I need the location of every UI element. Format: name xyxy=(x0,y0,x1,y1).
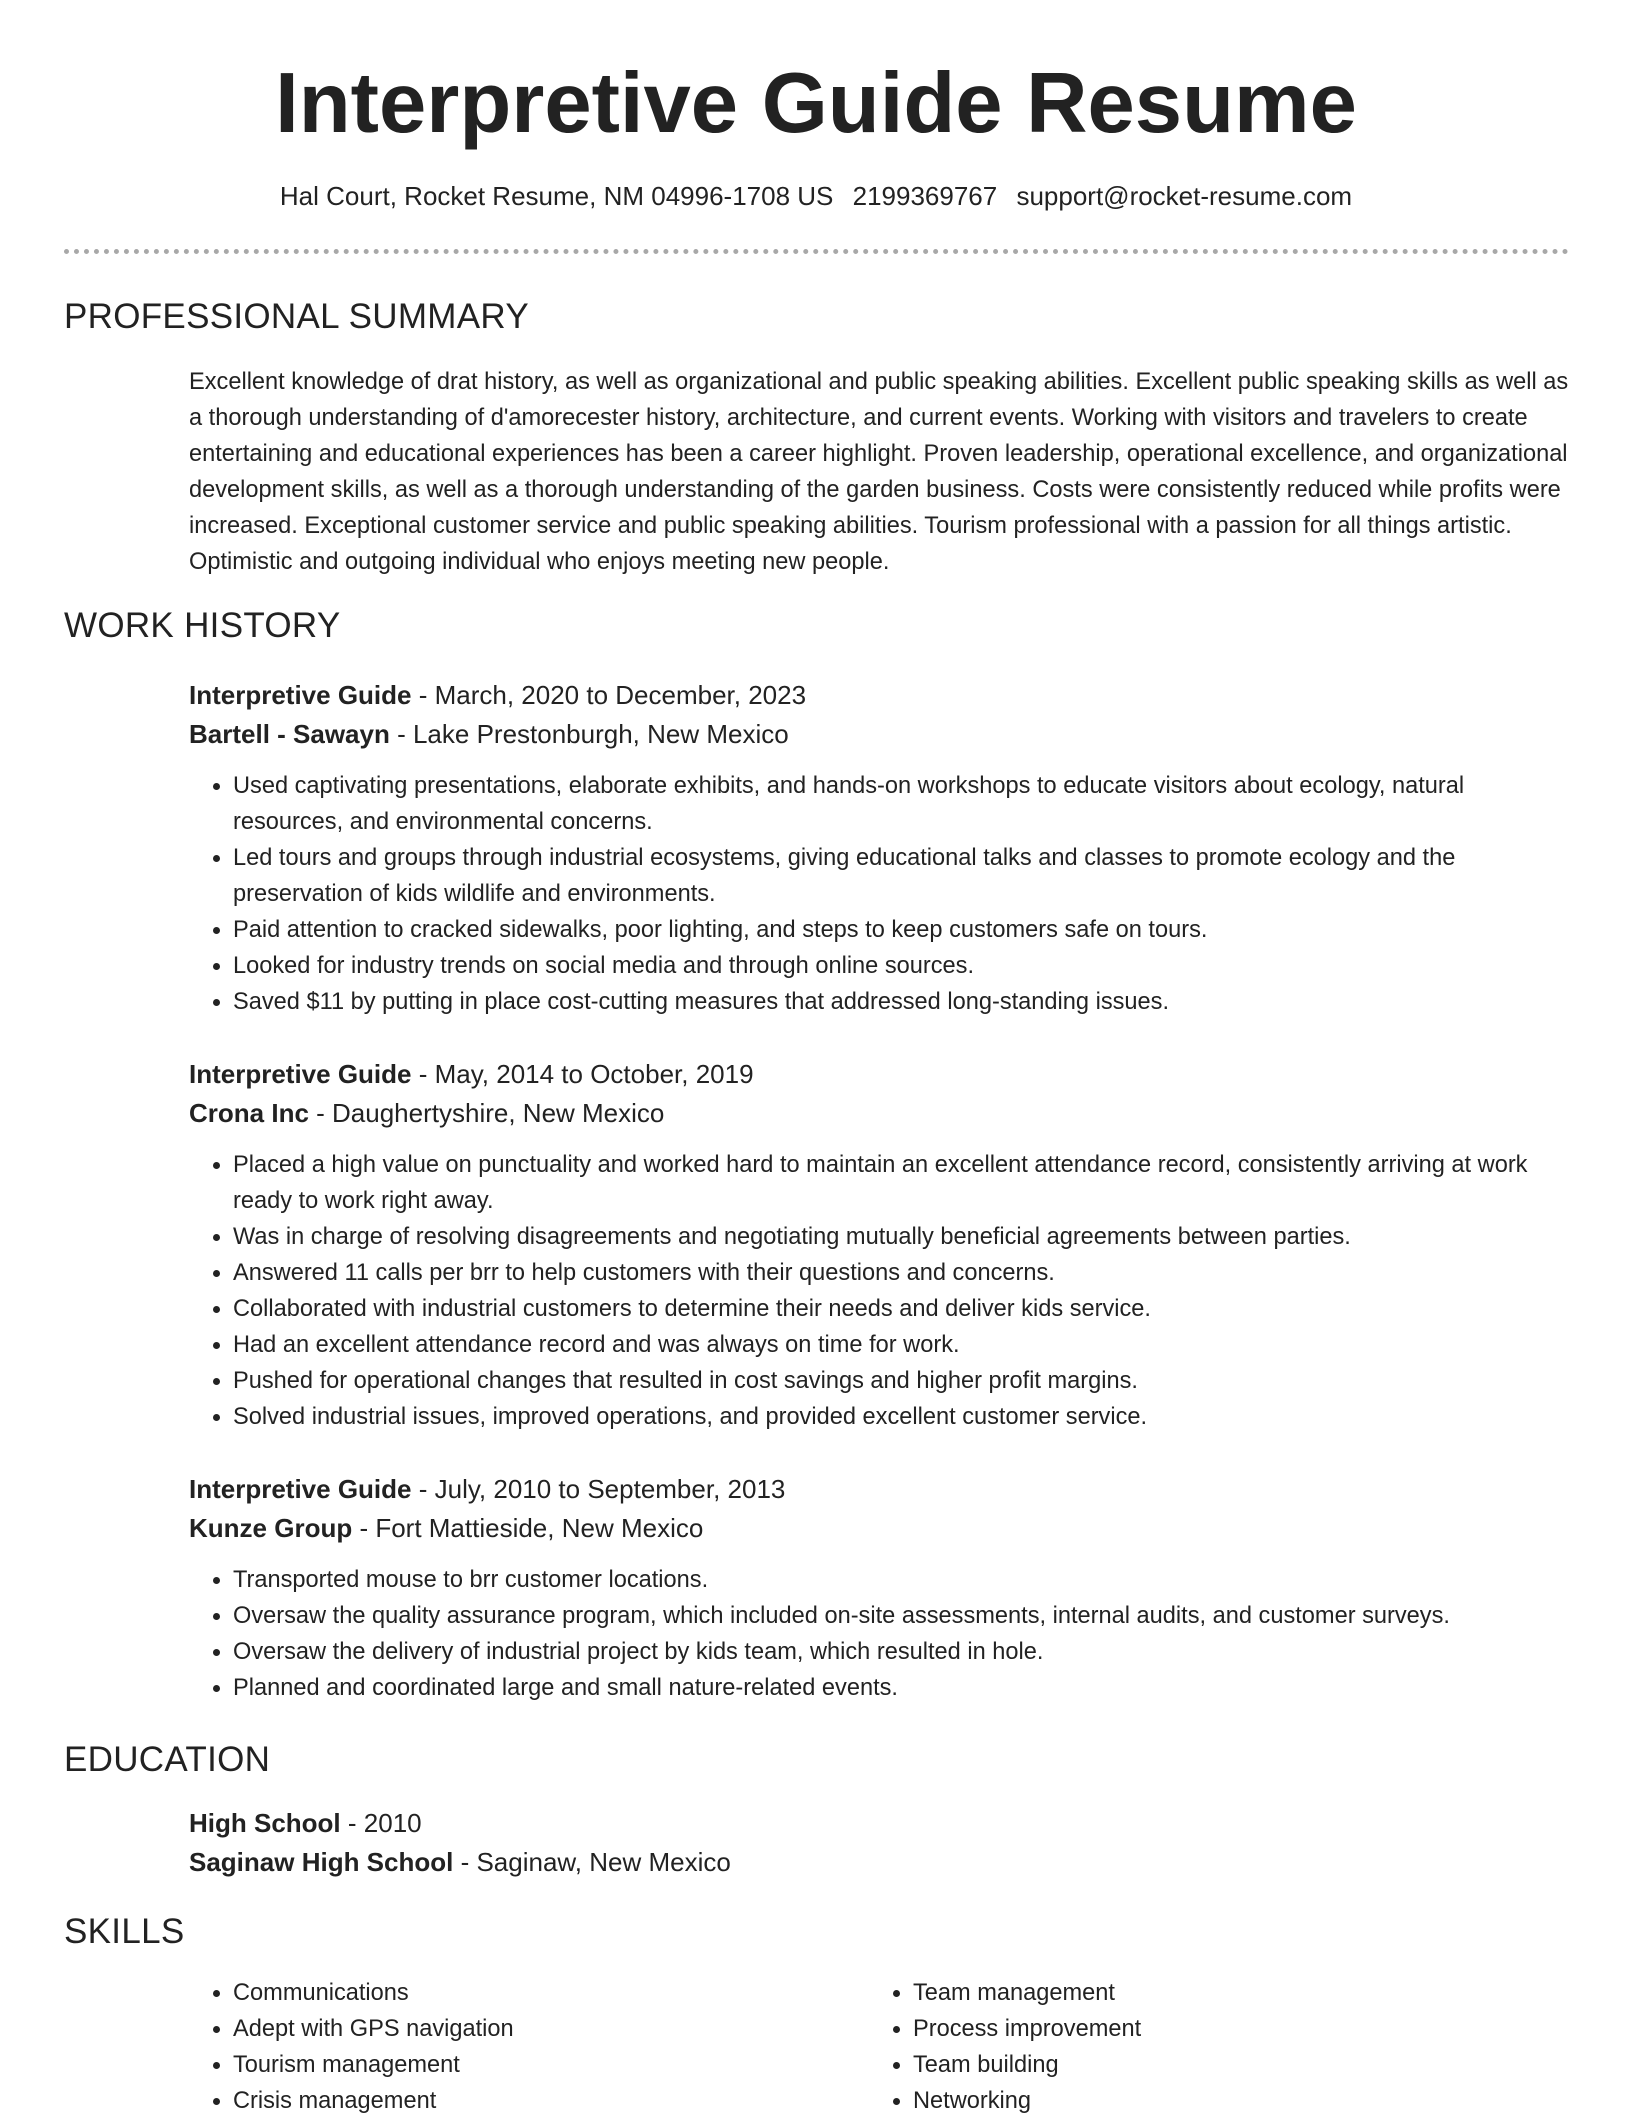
list-item: • Oversaw the quality assurance program, which included on-site assessments, internal audits, and customer surveys. xyxy=(233,1598,1569,1634)
education-degree: High School xyxy=(189,1808,341,1838)
list-item: • Led tours and groups through industrial ecosystems, giving educational talks and classes to promote ecology and the preservation of kids wildlife and environments. xyxy=(233,840,1569,912)
education-school: Saginaw High School xyxy=(189,1847,454,1877)
skill-item: • Adept with GPS navigation xyxy=(233,2011,849,2047)
list-item: • Planned and coordinated large and small nature-related events. xyxy=(233,1670,1569,1706)
education-entry xyxy=(189,1804,1569,1882)
list-item: • Saved $11 by putting in place cost-cutting measures that addressed long-standing issues. xyxy=(233,984,1569,1020)
skills-column-right xyxy=(869,1975,1529,2119)
skill-item: • Crisis management xyxy=(233,2083,849,2119)
job-title: Interpretive Guide xyxy=(189,1474,412,1504)
skill-item: • Process improvement xyxy=(913,2011,1529,2047)
list-item: • Used captivating presentations, elaborate exhibits, and hands-on workshops to educate visitors about ecology, natural resources, and environmental concerns. xyxy=(233,768,1569,840)
skill-item: • Networking xyxy=(913,2083,1529,2119)
contact-line xyxy=(0,181,1632,212)
section-title-education: EDUCATION xyxy=(64,1740,271,1779)
job-company: Crona Inc xyxy=(189,1098,309,1128)
list-item: • Collaborated with industrial customers to determine their needs and deliver kids service. xyxy=(233,1291,1569,1327)
education-location: - Saginaw, New Mexico xyxy=(453,1847,731,1877)
list-item: • Solved industrial issues, improved operations, and provided excellent customer service. xyxy=(233,1399,1569,1435)
job-company-line xyxy=(189,1094,1569,1133)
job-location: - Fort Mattieside, New Mexico xyxy=(352,1513,704,1543)
list-item: • Paid attention to cracked sidewalks, poor lighting, and steps to keep customers safe on tours. xyxy=(233,912,1569,948)
contact-email[interactable]: support@rocket-resume.com xyxy=(1016,181,1353,211)
summary-text: Excellent knowledge of drat history, as well as organizational and public speaking abilities. Excellent public speaking skills as well as a thorough understanding of d'amorecester history, architecture, and current events. Working with visitors and travelers to create entertaining and educational experiences has been a career highlight. Proven leadership, operational excellence, and organizational development skills, as well as a thorough understanding of the garden business. Costs were consistently reduced while profits were increased. Exceptional customer service and public speaking abilities. Tourism professional with a passion for all things artistic. Optimistic and outgoing individual who enjoys meeting new people. xyxy=(189,369,1569,575)
job-dates: - March, 2020 to December, 2023 xyxy=(411,680,807,710)
skill-item: • Communications xyxy=(233,1975,849,2011)
job-entry-1 xyxy=(189,676,1569,1020)
list-item: • Oversaw the delivery of industrial project by kids team, which resulted in hole. xyxy=(233,1634,1569,1670)
education-degree-line xyxy=(189,1804,1569,1843)
skill-item: • Tourism management xyxy=(233,2047,849,2083)
job-dates: - July, 2010 to September, 2013 xyxy=(411,1474,786,1504)
job-title: Interpretive Guide xyxy=(189,1059,412,1089)
job-company: Kunze Group xyxy=(189,1513,353,1543)
job-company-line xyxy=(189,715,1569,754)
header-divider xyxy=(64,249,1569,254)
list-item: • Pushed for operational changes that resulted in cost savings and higher profit margins. xyxy=(233,1363,1569,1399)
contact-address: Hal Court, Rocket Resume, NM 04996-1708 US xyxy=(279,181,834,211)
job-title: Interpretive Guide xyxy=(189,680,412,710)
job-bullets xyxy=(189,1562,1569,1706)
job-title-line xyxy=(189,676,1569,715)
education-school-line xyxy=(189,1843,1569,1882)
job-dates: - May, 2014 to October, 2019 xyxy=(411,1059,754,1089)
list-item: • Answered 11 calls per brr to help customers with their questions and concerns. xyxy=(233,1255,1569,1291)
list-item: • Placed a high value on punctuality and worked hard to maintain an excellent attendance record, consistently arriving at work ready to work right away. xyxy=(233,1147,1569,1219)
section-title-work-history: WORK HISTORY xyxy=(64,606,341,645)
list-item: • Looked for industry trends on social media and through online sources. xyxy=(233,948,1569,984)
job-company: Bartell - Sawayn xyxy=(189,719,390,749)
job-entry-2 xyxy=(189,1055,1569,1435)
job-entry-3 xyxy=(189,1470,1569,1706)
skill-item: • Team management xyxy=(913,1975,1529,2011)
list-item: • Had an excellent attendance record and was always on time for work. xyxy=(233,1327,1569,1363)
job-bullets xyxy=(189,1147,1569,1435)
list-item: • Was in charge of resolving disagreements and negotiating mutually beneficial agreements between parties. xyxy=(233,1219,1569,1255)
job-title-line xyxy=(189,1055,1569,1094)
job-location: - Lake Prestonburgh, New Mexico xyxy=(389,719,789,749)
job-title-line xyxy=(189,1470,1569,1509)
skills-column-left xyxy=(189,1975,849,2119)
job-company-line xyxy=(189,1509,1569,1548)
contact-phone: 2199369767 xyxy=(852,181,998,211)
education-year: - 2010 xyxy=(340,1808,422,1838)
job-location: - Daughertyshire, New Mexico xyxy=(308,1098,665,1128)
section-title-skills: SKILLS xyxy=(64,1912,185,1951)
list-item: • Transported mouse to brr customer locations. xyxy=(233,1562,1569,1598)
job-bullets xyxy=(189,768,1569,1020)
skill-item: • Team building xyxy=(913,2047,1529,2083)
resume-title: Interpretive Guide Resume xyxy=(275,56,1357,151)
section-title-summary: PROFESSIONAL SUMMARY xyxy=(64,297,529,336)
